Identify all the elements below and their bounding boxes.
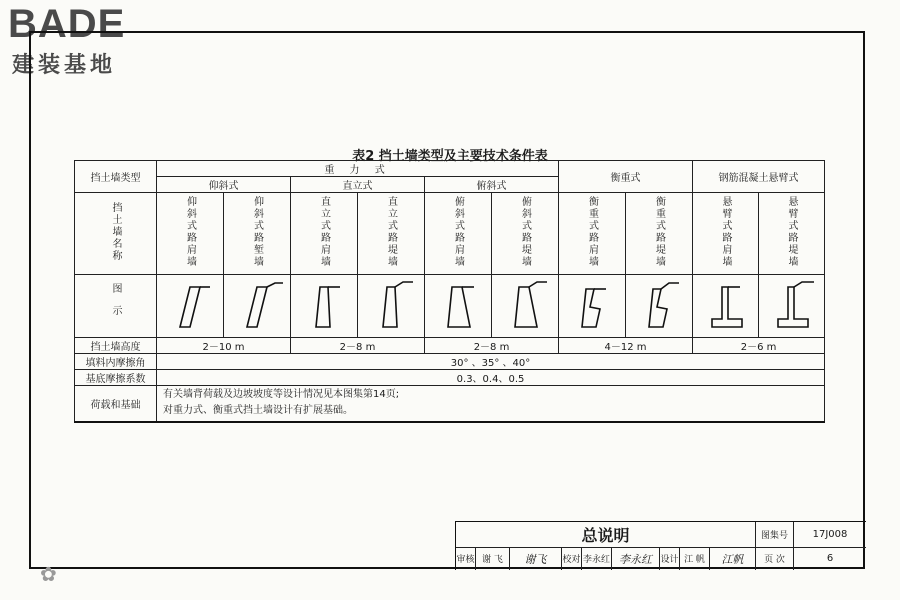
name-cell: [693, 193, 759, 275]
diagram-cell: [291, 275, 358, 338]
base-friction-label: 基底摩擦系数: [75, 370, 157, 386]
height-value-2: 2－8 m: [291, 338, 425, 354]
wall-diagram-6: [495, 277, 555, 333]
logo-wordmark: BADE: [8, 2, 126, 46]
wall-diagram-10: [762, 277, 822, 333]
wall-diagram-3: [294, 277, 354, 333]
header-rc: 钢筋混凝土悬臂式: [693, 161, 825, 193]
table-title: 表2 挡土墙类型及主要技术条件表: [352, 149, 548, 164]
title-block-row-1: [456, 522, 866, 548]
review-signature: 谢飞: [510, 547, 562, 570]
title-block: [455, 521, 866, 570]
name-cell: [425, 193, 492, 275]
wall-diagram-7: [562, 277, 622, 333]
wall-name-1: 仰斜式路肩墙: [184, 196, 196, 268]
wall-name-2: 仰斜式路堑墙: [251, 196, 263, 268]
wall-diagram-4: [361, 277, 421, 333]
review-label: 审核: [456, 547, 476, 570]
height-value-4: 4－12 m: [559, 338, 693, 354]
diagram-cell: [559, 275, 626, 338]
height-value-1: 2－10 m: [157, 338, 291, 354]
name-cell: [291, 193, 358, 275]
header-gravity-sub-1: 仰斜式: [157, 177, 291, 193]
design-label: 设计: [660, 547, 680, 570]
drawing-title: 总说明: [456, 522, 756, 547]
friction-label: 填料内摩擦角: [75, 354, 157, 370]
name-cell: [626, 193, 693, 275]
retaining-wall-table: [74, 160, 825, 423]
name-label-cell: [75, 193, 157, 275]
wall-name-4: 直立式路堤墙: [385, 196, 397, 268]
header-type-label: 挡土墙类型: [75, 161, 157, 193]
watermark-icon: ✿: [40, 562, 57, 586]
review-name: 谢 飞: [476, 547, 510, 570]
wall-name-8: 衡重式路堤墙: [653, 196, 665, 268]
wall-diagram-2: [227, 277, 287, 333]
page-number: 6: [826, 553, 834, 564]
diagram-label-cell: [75, 275, 157, 338]
diagram-cell: [157, 275, 224, 338]
load-label: 荷载和基础: [75, 386, 157, 422]
name-cell: [559, 193, 626, 275]
design-signature: 江帆: [710, 547, 756, 570]
name-cell: [492, 193, 559, 275]
diagram-cell: [224, 275, 291, 338]
wall-name-9: 悬臂式路肩墙: [720, 196, 732, 268]
wall-diagram-5: [428, 277, 488, 333]
name-label: 挡土墙名称: [110, 202, 121, 262]
title-block-row-2: [456, 547, 866, 570]
diagram-cell: [759, 275, 825, 338]
check-label: 校对: [562, 547, 582, 570]
diagram-cell: [693, 275, 759, 338]
height-label: 挡土墙高度: [75, 338, 157, 354]
wall-diagram-1: [160, 277, 220, 333]
header-balance: 衡重式: [559, 161, 693, 193]
name-cell: [759, 193, 825, 275]
name-cell: [358, 193, 425, 275]
check-name: 李永红: [582, 547, 612, 570]
load-line-2: 对重力式、衡重式挡土墙设计有扩展基础。: [163, 405, 353, 417]
friction-value: 30° 、35° 、40°: [157, 354, 825, 370]
load-line-1: 有关墙背荷载及边坡坡度等设计情况见本图集第14页;: [163, 389, 400, 401]
header-gravity-sub-3: 俯斜式: [425, 177, 559, 193]
diagram-cell: [492, 275, 559, 338]
wall-name-3: 直立式路肩墙: [318, 196, 330, 268]
base-friction-value: 0.3、0.4、0.5: [157, 370, 825, 386]
page-label: 页 次: [756, 547, 794, 570]
wall-name-5: 俯斜式路肩墙: [452, 196, 464, 268]
diagram-cell: [425, 275, 492, 338]
height-value-3: 2－8 m: [425, 338, 559, 354]
header-gravity: 重 力 式: [157, 161, 559, 177]
check-signature: 李永红: [612, 547, 660, 570]
design-name: 江 帆: [680, 547, 710, 570]
name-cell: [157, 193, 224, 275]
wall-diagram-9: [696, 277, 756, 333]
name-cell: [224, 193, 291, 275]
diagram-label: 图示: [110, 282, 121, 327]
wall-name-6: 俯斜式路堤墙: [519, 196, 531, 268]
atlas-number: 17J008: [812, 529, 848, 540]
height-value-5: 2－6 m: [693, 338, 825, 354]
diagram-cell: [358, 275, 425, 338]
atlas-label: 图集号: [756, 522, 794, 547]
wall-name-10: 悬臂式路堤墙: [786, 196, 798, 268]
wall-name-7: 衡重式路肩墙: [586, 196, 598, 268]
diagram-cell: [626, 275, 693, 338]
logo-chinese: 建装基地: [12, 53, 117, 78]
wall-diagram-8: [629, 277, 689, 333]
header-gravity-sub-2: 直立式: [291, 177, 425, 193]
load-cell: [157, 386, 825, 422]
